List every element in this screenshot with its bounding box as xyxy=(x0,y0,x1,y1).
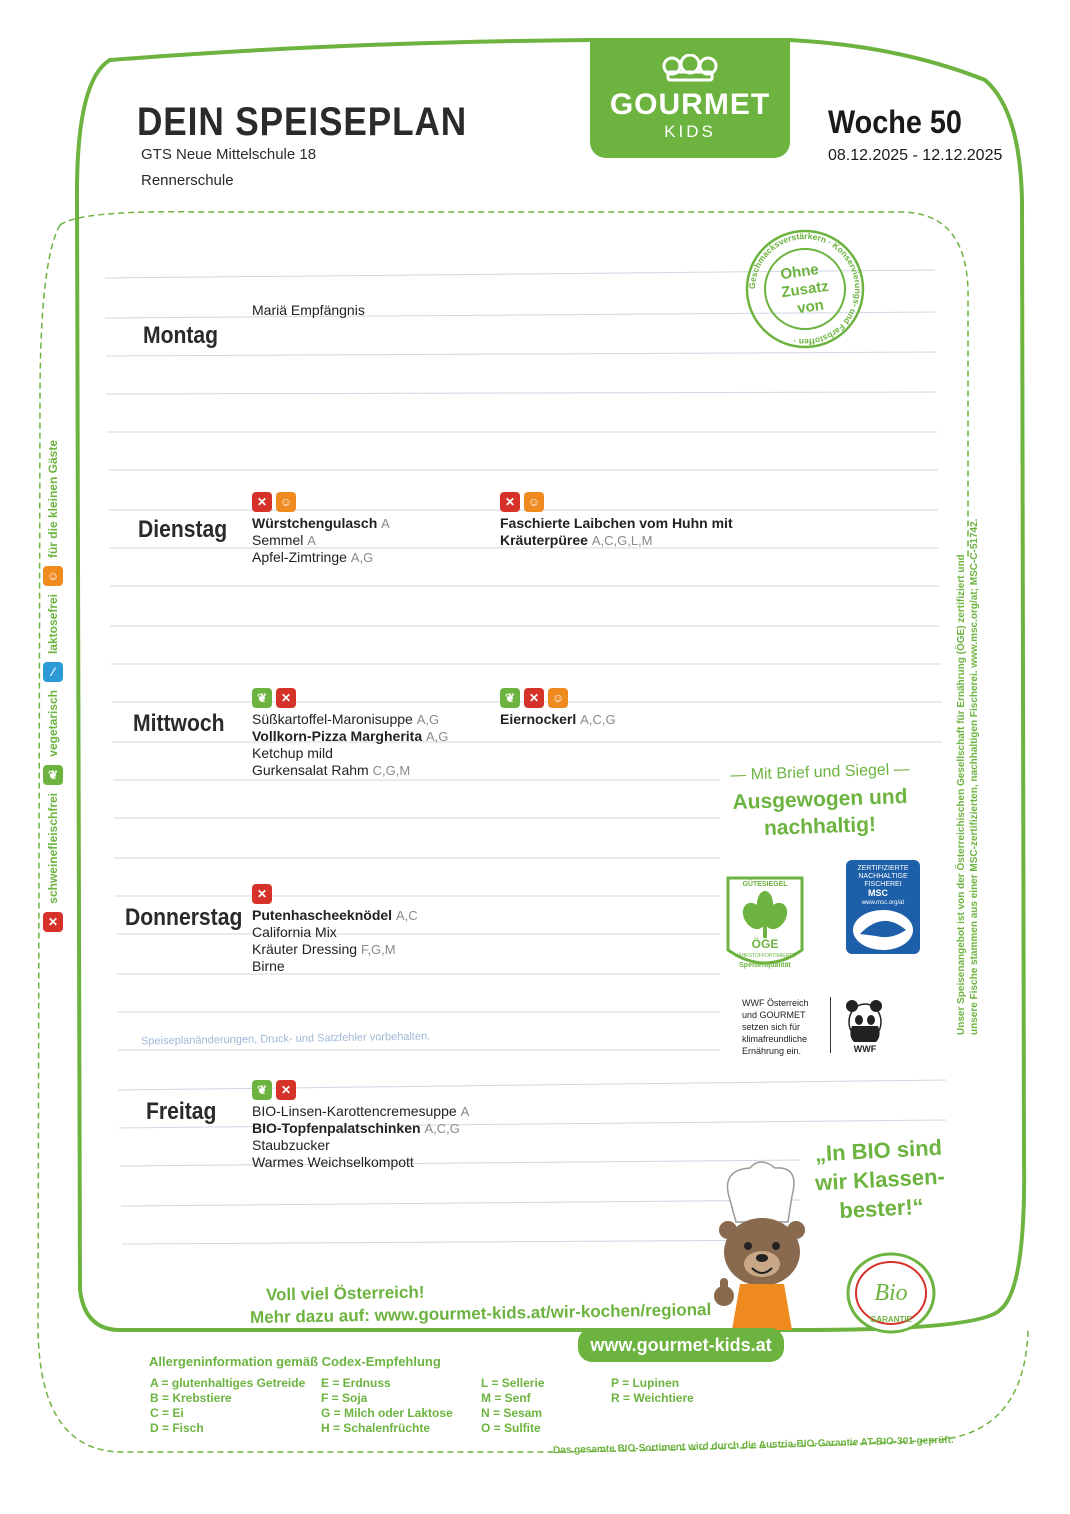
wwf-text xyxy=(742,997,809,1057)
legend-pig-free-label: schweinefleischfrei xyxy=(46,792,60,904)
bio-badge-sub: GARANTIE xyxy=(870,1315,912,1324)
date-range: 08.12.2025 - 12.12.2025 xyxy=(828,147,1003,164)
wwf-logo-text: WWF xyxy=(853,1044,877,1054)
allergen-column-2 xyxy=(321,1376,453,1436)
pig-free-icon: ✕ xyxy=(252,884,272,904)
allergen-entry: E = Erdnuss xyxy=(321,1376,391,1390)
allergen-entry: F = Soja xyxy=(321,1391,368,1405)
allergen-column-4 xyxy=(611,1376,694,1406)
menu-item: Süßkartoffel-Maronisuppe xyxy=(252,711,413,727)
pig-free-icon: ✕ xyxy=(276,1080,296,1100)
stamp-line-1: Ohne xyxy=(779,261,820,284)
wwf-text-5: Ernährung ein. xyxy=(742,1046,802,1056)
kids-icon: ☺ xyxy=(276,492,296,512)
menu-item: Kräuterpüree xyxy=(500,532,588,548)
oege-top-text: GÜTESIEGEL xyxy=(742,881,788,888)
oege-seal xyxy=(722,872,808,976)
msc-line-3: FISCHEREI xyxy=(864,881,902,888)
diet-legend-sidebar xyxy=(42,440,64,932)
menu-item: Kräuter Dressing xyxy=(252,941,358,957)
pig-free-icon: ✕ xyxy=(43,912,63,932)
menu-item: Vollkorn-Pizza Margherita xyxy=(252,728,423,744)
vegetarian-icon: ❦ xyxy=(252,688,272,708)
website-link[interactable]: www.gourmet-kids.at xyxy=(578,1328,784,1362)
menu-item: Mariä Empfängnis xyxy=(252,302,365,318)
wwf-divider xyxy=(830,997,831,1053)
day-label-tuesday: Dienstag xyxy=(138,516,228,543)
no-additives-stamp xyxy=(740,228,870,350)
msc-name: MSC xyxy=(868,888,888,898)
msc-url: www.msc.org/at xyxy=(861,900,905,906)
menu-item: Birne xyxy=(252,958,285,974)
menu-item: Warmes Weichselkompott xyxy=(252,1154,414,1170)
allergens: A xyxy=(307,533,316,548)
day-label-monday: Montag xyxy=(143,322,219,349)
allergens: C,G,M xyxy=(372,763,411,778)
menu-item: Semmel xyxy=(252,532,304,548)
allergens: A,G xyxy=(426,729,449,744)
diet-icons-friday-left xyxy=(252,1080,296,1100)
pig-free-icon: ✕ xyxy=(524,688,544,708)
disclaimer: Speiseplanänderungen, Druck- und Satzfehler vorbehalten. xyxy=(140,1030,431,1048)
msc-note-line-2: unsere Fische stammen aus einer MSC-zertifizierten, nachhaltigen Fischerei. www.msc.org/at; MSC-C-51742. xyxy=(969,518,980,1035)
page-title: DEIN SPEISEPLAN xyxy=(137,100,468,144)
allergen-entry: A = glutenhaltiges Getreide xyxy=(150,1376,306,1390)
kids-icon: ☺ xyxy=(548,688,568,708)
bio-slogan-3: bester!“ xyxy=(838,1193,925,1224)
chef-hat-icon xyxy=(656,54,724,84)
msc-line-2: NACHHALTIGE xyxy=(858,873,908,880)
menu-item: BIO-Linsen-Karottencremesuppe xyxy=(252,1103,457,1119)
allergens: A,G xyxy=(416,712,440,727)
kids-icon: ☺ xyxy=(43,566,63,586)
allergen-entry: G = Milch oder Laktose xyxy=(321,1406,453,1420)
menu-item: BIO-Topfenpalatschinken xyxy=(252,1120,421,1136)
msc-seal xyxy=(846,860,920,954)
promo-balanced-2: nachhaltig! xyxy=(763,813,877,840)
oege-sub-1: NÄHRSTOFFOPTIMIERTE xyxy=(734,953,796,959)
pig-free-icon: ✕ xyxy=(252,492,272,512)
week-number: Woche 50 xyxy=(828,104,962,140)
regional-line-2[interactable]: Mehr dazu auf: www.gourmet-kids.at/wir-kochen/regional xyxy=(249,1299,712,1328)
wwf-panda-icon xyxy=(842,996,888,1054)
menu-item: California Mix xyxy=(252,924,337,940)
bio-slogan-1: „In BIO sind xyxy=(814,1134,943,1167)
bio-slogan xyxy=(808,1132,952,1226)
vegetarian-icon: ❦ xyxy=(43,765,63,785)
allergen-entry: O = Sulfite xyxy=(481,1421,541,1435)
bio-slogan-2: wir Klassen- xyxy=(814,1163,946,1196)
wwf-text-4: klimafreundliche xyxy=(742,1034,808,1044)
legend-kids-label: für die kleinen Gäste xyxy=(46,440,60,559)
msc-note-line-1: Unser Speisenangebot ist von der Österreichischen Gesellschaft für Ernährung (ÖGE) zertifiziert und xyxy=(956,554,967,1035)
diet-icons-tuesday-left xyxy=(252,492,296,512)
menu-item: Würstchengulasch xyxy=(252,515,378,531)
allergen-entry: M = Senf xyxy=(481,1391,531,1405)
stamp-line-3: von xyxy=(796,296,825,318)
day-label-thursday: Donnerstag xyxy=(125,904,243,931)
menu-tuesday-right xyxy=(500,515,733,549)
legend-lactose-label: laktosefrei xyxy=(46,594,60,655)
day-label-wednesday: Mittwoch xyxy=(133,710,225,737)
allergens: A,C,G xyxy=(580,712,616,727)
allergens: A xyxy=(460,1104,470,1119)
pig-free-icon: ✕ xyxy=(276,688,296,708)
school-subname: Rennerschule xyxy=(141,172,234,189)
menu-friday-left xyxy=(252,1103,469,1171)
wwf-text-2: und GOURMET xyxy=(742,1010,806,1020)
inner-dashed-border-left xyxy=(38,225,560,1452)
allergens: F,G,M xyxy=(360,942,396,957)
ruled-lines xyxy=(105,270,946,1244)
allergen-entry: L = Sellerie xyxy=(481,1376,545,1390)
menu-wednesday-left xyxy=(252,711,448,779)
diet-icons-tuesday-right xyxy=(500,492,544,512)
kids-icon: ☺ xyxy=(524,492,544,512)
allergen-entry: N = Sesam xyxy=(481,1406,543,1420)
allergens: A,C xyxy=(395,908,418,923)
diet-icons-thursday-left xyxy=(252,884,272,904)
allergen-entry: P = Lupinen xyxy=(611,1376,680,1390)
allergen-column-3 xyxy=(481,1376,545,1436)
pig-free-icon: ✕ xyxy=(500,492,520,512)
allergen-legend-title: Allergeninformation gemäß Codex-Empfehlung xyxy=(149,1354,441,1369)
bio-garantie-badge xyxy=(846,1252,936,1334)
stamp-ring-text: Geschmacksverstärkern · Konservierungs- und Farbstoffen · xyxy=(746,230,864,348)
logo-sub: KIDS xyxy=(664,122,716,141)
bio-footer-note: Das gesamte BIO-Sortiment wird durch die Austria-BIO-Garantie AT-BIO-301 geprüft. xyxy=(552,1434,954,1457)
menu-item: Ketchup mild xyxy=(252,745,333,761)
menu-monday-left xyxy=(252,302,365,319)
diet-icons-wednesday-left xyxy=(252,688,296,708)
msc-line-1: ZERTIFIZIERTE xyxy=(857,865,909,872)
allergen-entry: C = Ei xyxy=(150,1406,184,1420)
logo-brand: GOURMET xyxy=(609,88,771,121)
diet-icons-wednesday-right xyxy=(500,688,568,708)
allergens: A,G xyxy=(350,550,374,565)
oege-name: ÖGE xyxy=(751,937,779,951)
menu-item: Gurkensalat Rahm xyxy=(252,762,369,778)
stamp-line-2: Zusatz xyxy=(780,277,830,302)
lactose-free-icon: ⁄ xyxy=(43,662,63,682)
menu-thursday-left xyxy=(252,907,418,975)
allergens: A,C,G,L,M xyxy=(591,533,653,548)
menu-item: Faschierte Laibchen vom Huhn mit xyxy=(500,515,733,531)
day-label-friday: Freitag xyxy=(146,1098,217,1125)
school-name: GTS Neue Mittelschule 18 xyxy=(141,146,317,163)
vegetarian-icon: ❦ xyxy=(500,688,520,708)
wwf-text-1: WWF Österreich xyxy=(742,998,809,1008)
menu-item: Staubzucker xyxy=(252,1137,330,1153)
menu-item: Apfel-Zimtringe xyxy=(252,549,347,565)
allergen-entry: R = Weichtiere xyxy=(611,1391,694,1405)
bio-badge-text: Bio xyxy=(874,1280,908,1306)
promo-brief-line: — Mit Brief und Siegel — xyxy=(729,760,911,785)
allergen-column-1 xyxy=(150,1376,305,1436)
menu-tuesday-left xyxy=(252,515,390,566)
promo-balanced-1: Ausgewogen und xyxy=(732,784,908,815)
regional-line-1: Voll viel Österreich! xyxy=(265,1282,425,1305)
vegetarian-icon: ❦ xyxy=(252,1080,272,1100)
wwf-text-3: setzen sich für xyxy=(742,1022,801,1032)
allergens: A xyxy=(381,516,390,531)
bear-chef-mascot-icon xyxy=(700,1160,820,1330)
menu-item: Eiernockerl xyxy=(500,711,577,727)
allergens: A,C,G xyxy=(424,1121,460,1136)
allergen-entry: D = Fisch xyxy=(150,1421,204,1435)
allergen-entry: B = Krebstiere xyxy=(150,1391,232,1405)
oege-sub-2: Speisenqualität xyxy=(739,962,791,969)
menu-item: Putenhascheeknödel xyxy=(252,907,393,923)
menu-wednesday-right xyxy=(500,711,616,728)
allergen-entry: H = Schalenfrüchte xyxy=(321,1421,431,1435)
legend-vegetarian-label: vegetarisch xyxy=(46,690,60,757)
msc-note xyxy=(955,518,995,1035)
